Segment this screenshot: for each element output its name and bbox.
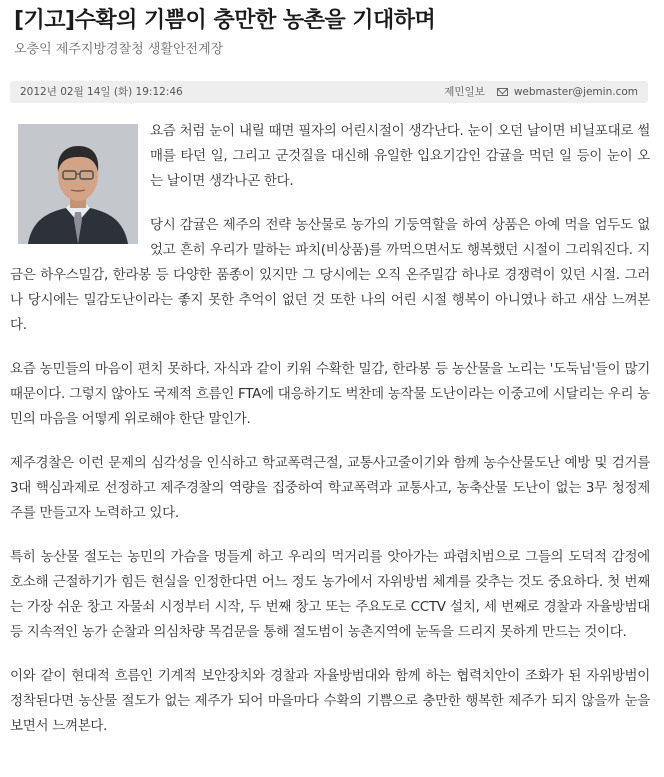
article-paragraph: 요즘 농민들의 마음이 편치 못하다. 자식과 같이 키워 수확한 밀감, 한라봉 등 농산물을 노리는 '도둑님'들이 많기 때문이다. 그렇지 않아도 국제적 흐름인 FTA에 대응하기도 벅찬데 농작물 도난이라는 이중고에 시달리는 우리 농민의 마음을 어떻게 위로해야 한단 말인가. bbox=[10, 361, 650, 427]
article-paragraph: 제주경찰은 이런 문제의 심각성을 인식하고 학교폭력근절, 교통사고줄이기와 함께 농수산물도난 예방 및 검거를 3대 핵심과제로 선정하고 제주경찰의 역량을 집중하여 학교폭력과 교통사고, 농축산물 도난이 없는 3무 청정제주를 만들고자 노력하고 있다. bbox=[10, 455, 650, 521]
article-paragraph: 요즘 처럼 눈이 내릴 때면 필자의 어린시절이 생각난다. 눈이 오던 날이면 비닐포대로 썰매를 타던 일, 그리고 군것질을 대신해 유일한 입요기감인 감귤을 먹던 일 등이 눈이 오는 날이면 생각나곤 한다. bbox=[150, 123, 650, 189]
publisher-name: 제민일보 bbox=[444, 86, 485, 98]
article-title: [기고]수확의 기쁨이 충만한 농촌을 기대하며 bbox=[14, 8, 436, 33]
article-meta-bar bbox=[10, 81, 648, 103]
article-paragraph: 특히 농산물 절도는 농민의 가슴을 멍들게 하고 우리의 먹거리를 앗아가는 파렴치범으로 그들의 도덕적 감정에 호소해 근절하기가 힘든 현실을 인정한다면 어느 정도 농가에서 자위방범 체계를 갖추는 것도 중요하다. 첫 번째는 가장 쉬운 창고 자물쇠 시정부터 시작, 두 번째 창고 또는 주요도로 CCTV 설치, 세 번째로 경찰과 자율방범대 등 지속적인 농가 순찰과 의심차량 목검문을 통해 절도범이 농촌지역에 눈독을 드리지 못하게 만드는 것이다. bbox=[10, 549, 650, 640]
mail-icon[interactable] bbox=[497, 88, 508, 96]
article-date: 2012년 02월 14일 (화) 19:12:46 bbox=[20, 86, 183, 98]
article-paragraph: 당시 감귤은 제주의 전략 농산물로 농가의 기둥역할을 하여 상품은 아예 먹을 엄두도 없었고 흔히 우리가 말하는 파치(비상품)를 까먹으면서도 행복했던 시절이 그리워진다. 지금은 하우스밀감, 한라봉 등 다양한 품종이 있지만 그 당시에는 오직 온주밀감 하나로 경쟁력이 있던 시절. 그러나 당시에는 밀감도난이라는 좋지 못한 추억이 없던 것 또한 나의 어린 시절 행복이 아니였나 하고 새삼 느껴본다. bbox=[10, 217, 650, 333]
article-source bbox=[444, 81, 638, 103]
article-paragraph: 이와 같이 현대적 흐름인 기계적 보안장치와 경찰과 자율방범대와 함께 하는 협력치안이 조화가 된 자위방범이 정착된다면 농산물 절도가 없는 제주가 되어 마을마다 수확의 기쁨으로 충만한 행복한 제주가 되지 않을까 눈을 보면서 느껴본다. bbox=[10, 668, 650, 734]
article-body bbox=[10, 119, 650, 739]
author-line: 오충익 제주지방경찰청 생활안전계장 bbox=[14, 42, 224, 57]
photo-spacer bbox=[10, 119, 150, 247]
author-email[interactable]: webmaster@jemin.com bbox=[513, 86, 638, 98]
